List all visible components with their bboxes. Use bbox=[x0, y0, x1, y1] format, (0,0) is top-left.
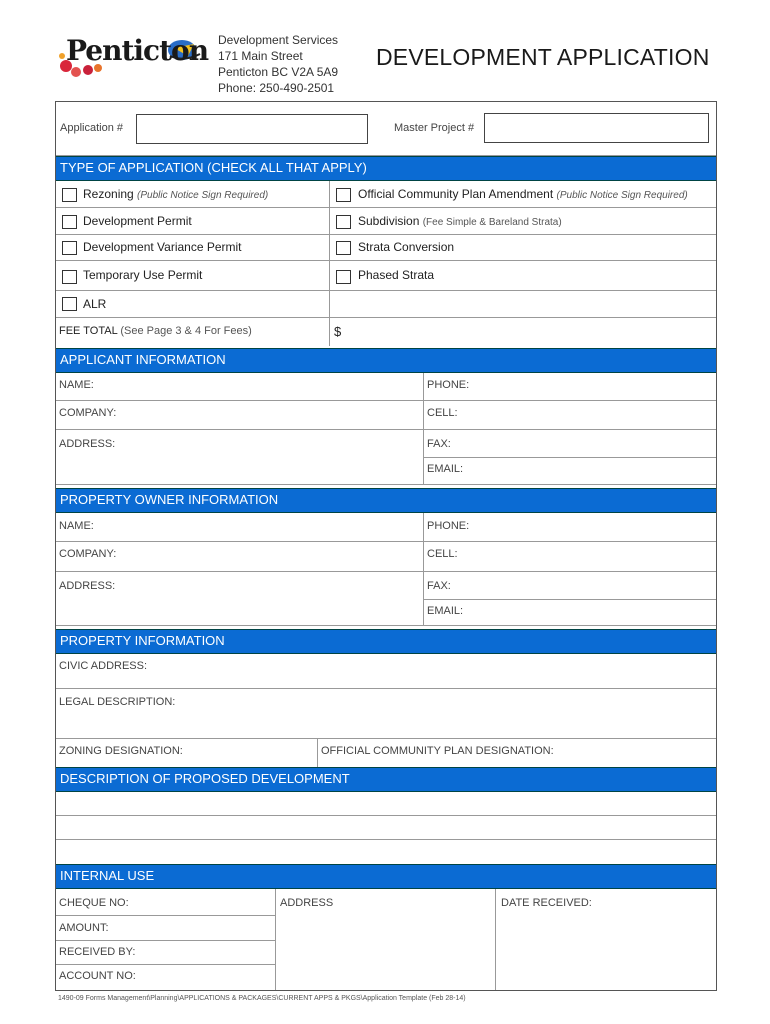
address-line: Phone: 250-490-2501 bbox=[218, 81, 335, 95]
development-permit-label: Development Permit bbox=[83, 214, 192, 228]
column-divider bbox=[423, 542, 424, 571]
page-header bbox=[0, 0, 770, 100]
application-number-input[interactable] bbox=[136, 114, 368, 144]
fee-total-row bbox=[56, 318, 716, 346]
type-row-3 bbox=[56, 235, 716, 261]
fee-total-note: (See Page 3 & 4 For Fees) bbox=[120, 325, 252, 337]
subdivision-note: (Fee Simple & Bareland Strata) bbox=[422, 217, 562, 228]
row-divider bbox=[56, 964, 275, 965]
rezoning-checkbox[interactable] bbox=[62, 188, 77, 202]
phased-strata-checkbox[interactable] bbox=[336, 270, 351, 284]
row-divider bbox=[56, 940, 275, 941]
description-line[interactable] bbox=[56, 792, 716, 816]
amount-label: AMOUNT: bbox=[59, 922, 109, 934]
alr-checkbox[interactable] bbox=[62, 297, 77, 311]
rezoning-label: Rezoning bbox=[83, 187, 134, 201]
owner-name-row[interactable] bbox=[56, 513, 716, 542]
strata-conversion-checkbox[interactable] bbox=[336, 241, 351, 255]
ocp-designation-label[interactable]: OFFICIAL COMMUNITY PLAN DESIGNATION: bbox=[321, 745, 554, 757]
master-project-input[interactable] bbox=[484, 113, 709, 143]
account-number-label: ACCOUNT NO: bbox=[59, 970, 136, 982]
column-divider bbox=[423, 513, 424, 541]
owner-company-row[interactable] bbox=[56, 542, 716, 572]
fax-email-divider bbox=[423, 599, 716, 600]
owner-address-row[interactable] bbox=[56, 572, 716, 626]
owner-cell-label: CELL: bbox=[427, 548, 458, 560]
section-header-property: PROPERTY INFORMATION bbox=[56, 629, 716, 654]
fax-email-divider bbox=[423, 457, 716, 458]
address-line: Penticton BC V2A 5A9 bbox=[218, 65, 339, 79]
column-divider bbox=[329, 318, 330, 346]
applicant-email-label: EMAIL: bbox=[427, 463, 464, 475]
received-by-label: RECEIVED BY: bbox=[59, 946, 136, 958]
cheque-number-label: CHEQUE NO: bbox=[59, 897, 129, 909]
applicant-address-row[interactable] bbox=[56, 430, 716, 485]
type-row-4 bbox=[56, 261, 716, 291]
application-form bbox=[55, 101, 717, 991]
logo-wordmark: Penticton bbox=[66, 34, 209, 67]
development-variance-checkbox[interactable] bbox=[62, 241, 77, 255]
ocp-amendment-option bbox=[358, 187, 688, 201]
civic-address-row[interactable] bbox=[56, 654, 716, 689]
column-divider bbox=[329, 261, 330, 290]
address-line: 171 Main Street bbox=[218, 49, 303, 63]
applicant-phone-label: PHONE: bbox=[427, 379, 470, 391]
type-row-2 bbox=[56, 208, 716, 235]
fee-total-field bbox=[59, 325, 252, 337]
owner-phone-label: PHONE: bbox=[427, 520, 470, 532]
section-header-type: TYPE OF APPLICATION (CHECK ALL THAT APPLY) bbox=[56, 156, 716, 181]
column-divider bbox=[423, 401, 424, 429]
applicant-address-label: ADDRESS: bbox=[59, 438, 116, 450]
owner-email-label: EMAIL: bbox=[427, 605, 464, 617]
owner-address-label: ADDRESS: bbox=[59, 580, 116, 592]
column-divider bbox=[317, 739, 318, 767]
application-number-label: Application # bbox=[60, 122, 123, 134]
development-variance-label: Development Variance Permit bbox=[83, 240, 242, 254]
applicant-cell-label: CELL: bbox=[427, 407, 458, 419]
civic-address-label: CIVIC ADDRESS: bbox=[59, 660, 148, 672]
penticton-logo bbox=[52, 26, 209, 82]
footer-path: 1490-09 Forms Management\Planning\APPLICATIONS & PACKAGES\CURRENT APPS & PKGS\Application Template (Feb 28-14) bbox=[58, 995, 466, 1002]
description-line[interactable] bbox=[56, 816, 716, 840]
temporary-use-label: Temporary Use Permit bbox=[83, 268, 203, 282]
owner-name-label: NAME: bbox=[59, 520, 94, 532]
section-header-applicant: APPLICANT INFORMATION bbox=[56, 348, 716, 373]
applicant-name-row[interactable] bbox=[56, 373, 716, 401]
type-row-5 bbox=[56, 291, 716, 318]
phased-strata-label: Phased Strata bbox=[358, 268, 435, 282]
master-project-label: Master Project # bbox=[394, 122, 475, 134]
legal-description-label: LEGAL DESCRIPTION: bbox=[59, 696, 176, 708]
address-line: Development Services bbox=[218, 33, 339, 47]
section-header-description: DESCRIPTION OF PROPOSED DEVELOPMENT bbox=[56, 767, 716, 792]
legal-description-row[interactable] bbox=[56, 689, 716, 739]
fee-dollar-sign: $ bbox=[334, 324, 342, 339]
column-divider bbox=[329, 181, 330, 207]
applicant-name-label: NAME: bbox=[59, 379, 94, 391]
type-row-1 bbox=[56, 181, 716, 208]
row-divider bbox=[56, 915, 275, 916]
column-divider bbox=[495, 889, 496, 990]
section-header-internal: INTERNAL USE bbox=[56, 864, 716, 889]
internal-address-label: ADDRESS bbox=[280, 897, 334, 909]
rezoning-note: (Public Notice Sign Required) bbox=[137, 190, 269, 201]
ocp-amendment-label: Official Community Plan Amendment bbox=[358, 187, 554, 201]
owner-company-label: COMPANY: bbox=[59, 548, 117, 560]
description-line[interactable] bbox=[56, 840, 716, 864]
strata-conversion-label: Strata Conversion bbox=[358, 240, 455, 254]
subdivision-label: Subdivision bbox=[358, 214, 420, 228]
owner-fax-label: FAX: bbox=[427, 580, 451, 592]
designation-row bbox=[56, 739, 716, 767]
ocp-amendment-checkbox[interactable] bbox=[336, 188, 351, 202]
column-divider bbox=[329, 291, 330, 317]
alr-label: ALR bbox=[83, 297, 107, 311]
section-header-owner: PROPERTY OWNER INFORMATION bbox=[56, 488, 716, 513]
office-address bbox=[218, 32, 338, 96]
subdivision-option bbox=[358, 214, 562, 228]
internal-use-grid bbox=[56, 889, 716, 990]
zoning-designation-label[interactable]: ZONING DESIGNATION: bbox=[59, 745, 183, 757]
application-number-row bbox=[56, 102, 716, 156]
subdivision-checkbox[interactable] bbox=[336, 215, 351, 229]
fee-total-label: FEE TOTAL bbox=[59, 325, 118, 337]
column-divider bbox=[329, 235, 330, 260]
column-divider bbox=[275, 889, 276, 990]
column-divider bbox=[329, 208, 330, 234]
ocp-amendment-note: (Public Notice Sign Required) bbox=[556, 190, 688, 201]
date-received-label: DATE RECEIVED: bbox=[501, 897, 592, 909]
rezoning-option bbox=[83, 187, 268, 201]
development-permit-checkbox[interactable] bbox=[62, 215, 77, 229]
applicant-fax-label: FAX: bbox=[427, 438, 451, 450]
column-divider bbox=[423, 373, 424, 400]
applicant-company-label: COMPANY: bbox=[59, 407, 117, 419]
temporary-use-checkbox[interactable] bbox=[62, 270, 77, 284]
document-title: DEVELOPMENT APPLICATION bbox=[376, 44, 710, 70]
applicant-company-row[interactable] bbox=[56, 401, 716, 430]
